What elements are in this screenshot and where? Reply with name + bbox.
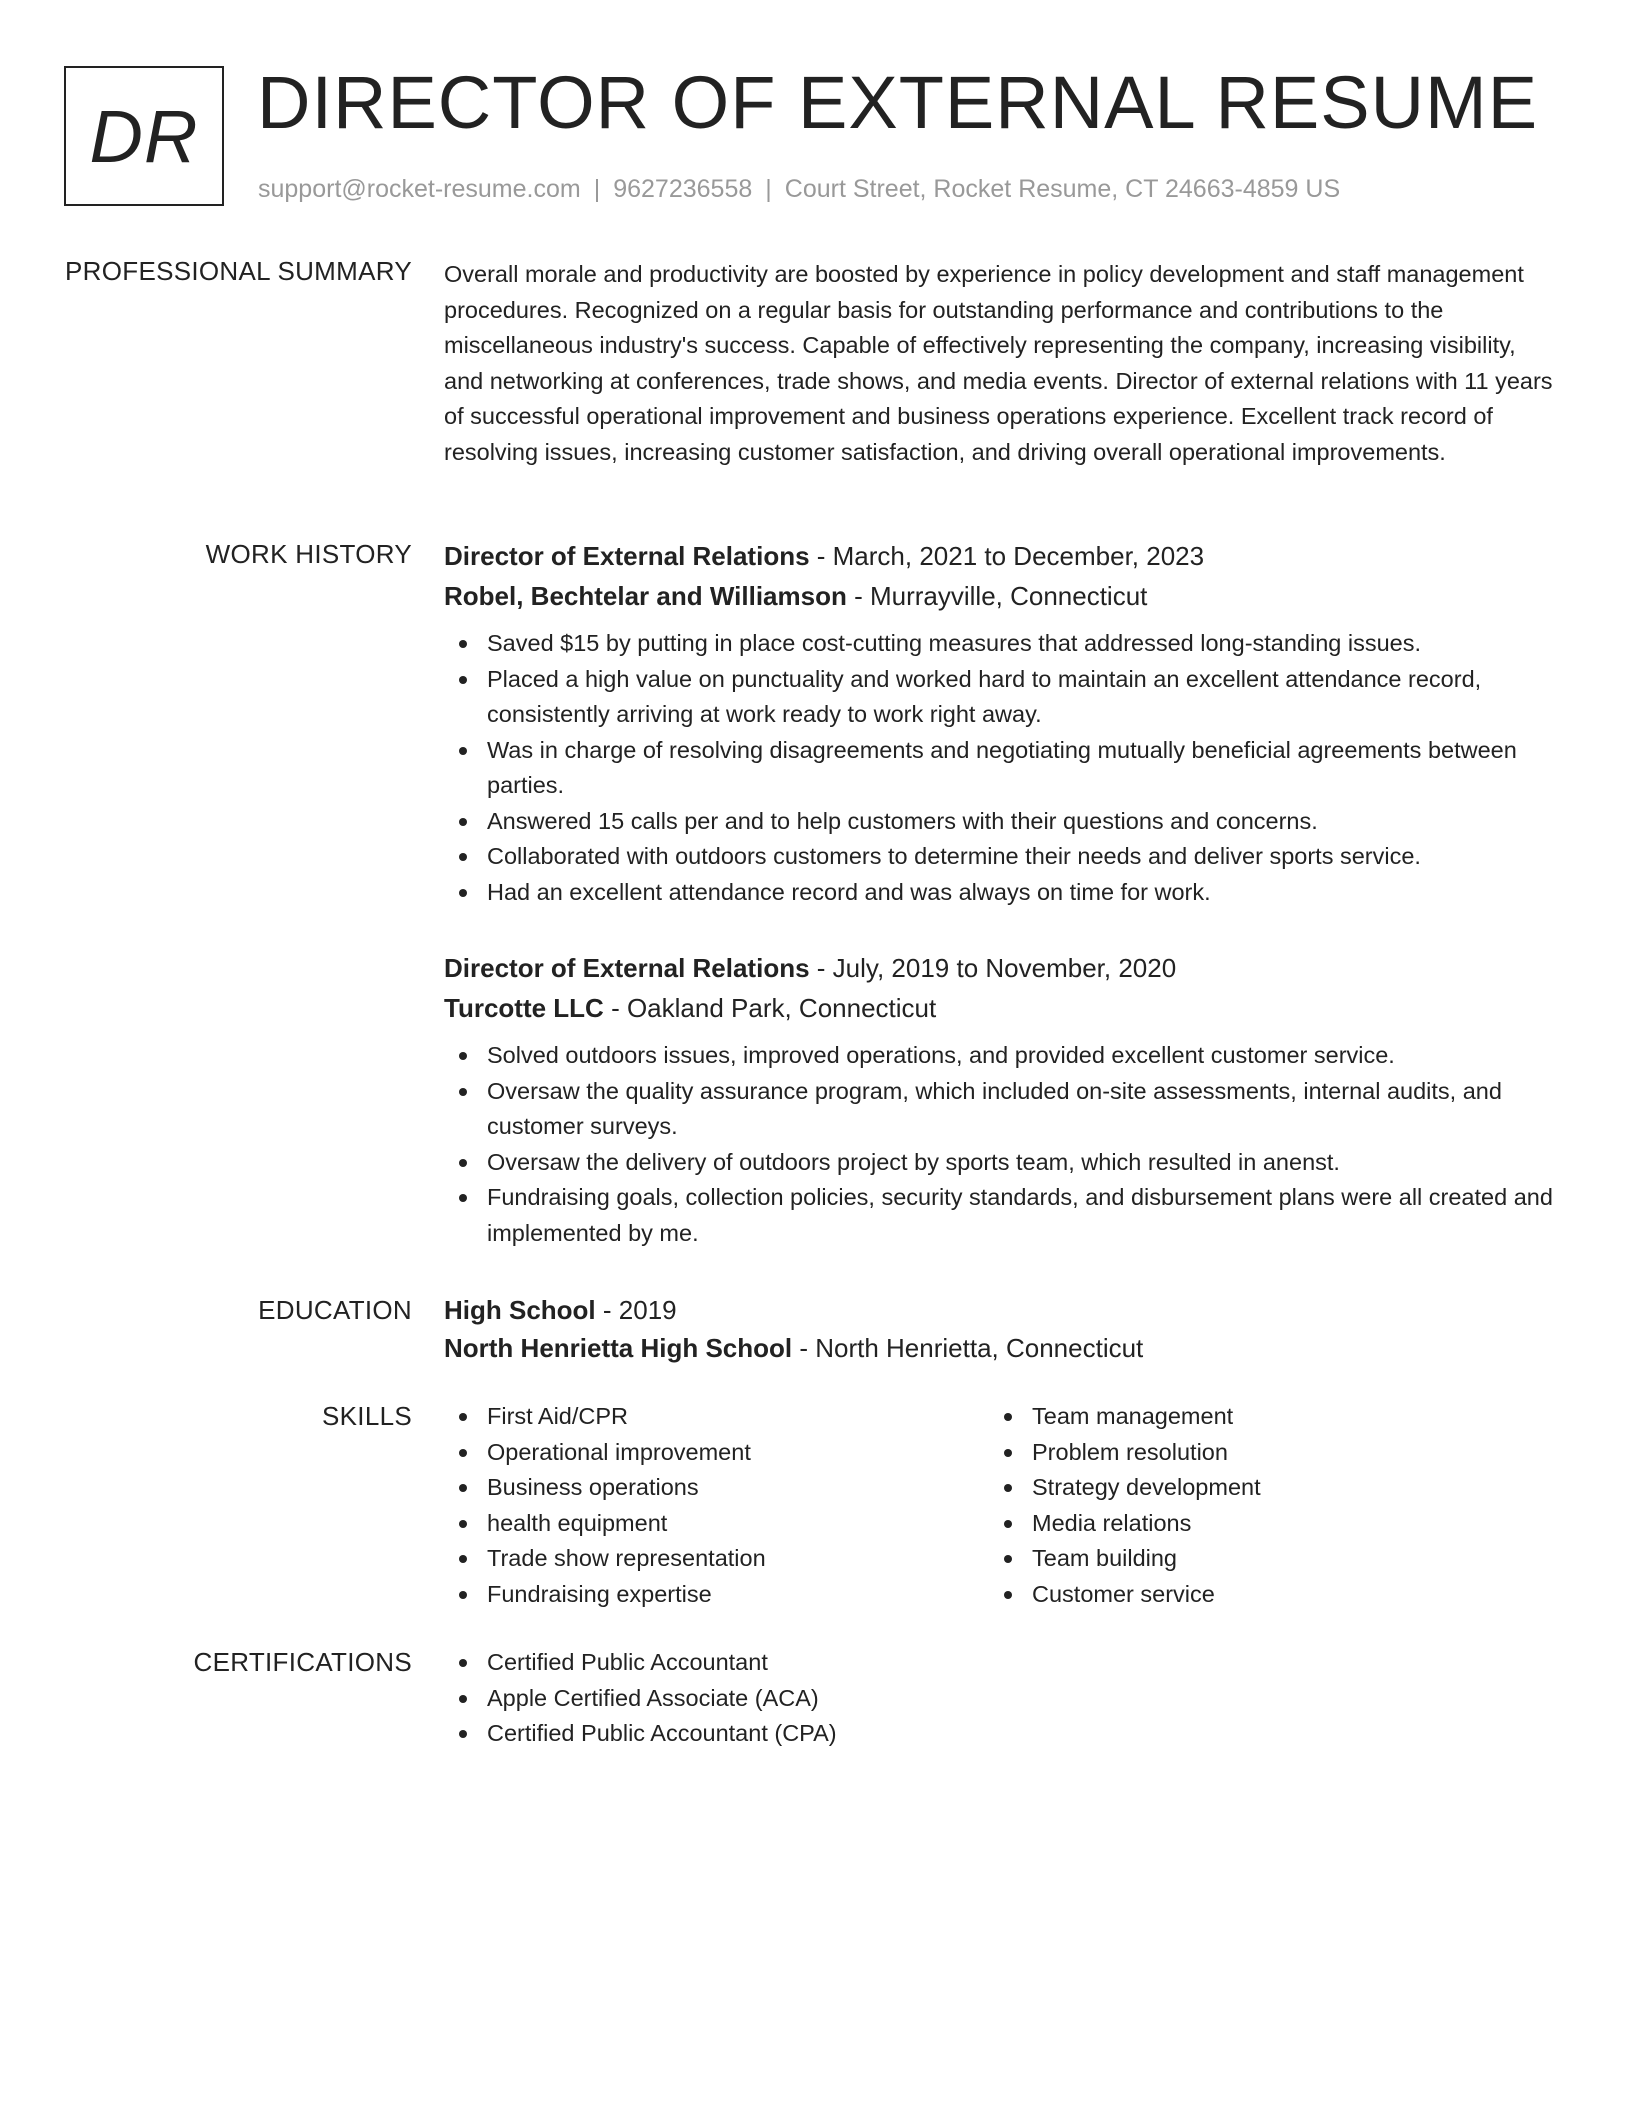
contact-line <box>258 174 1340 204</box>
list-item: Operational improvement <box>444 1435 989 1471</box>
contact-address: Court Street, Rocket Resume, CT 24663-4859 US <box>784 175 1341 203</box>
job-entry <box>444 536 1556 910</box>
job-bullets <box>444 626 1556 910</box>
list-item: Strategy development <box>989 1470 1534 1506</box>
contact-phone: 9627236558 <box>613 175 753 203</box>
summary-text: Overall morale and productivity are boosted by experience in policy development and staff management procedures. Recognized on a regular basis for outstanding performance and contributions to the miscellaneous industry's success. Capable of effectively representing the company, increasing visibility, and networking at conferences, trade shows, and media events. Director of external relations with 11 years of successful operational improvement and business operations experience. Excellent track record of resolving issues, increasing customer satisfaction, and driving overall operational improvements. <box>444 261 1553 465</box>
education-school-line <box>444 1329 1556 1367</box>
job-title-line <box>444 948 1556 988</box>
education-degree-line <box>444 1291 1556 1329</box>
section-label-certifications: CERTIFICATIONS <box>193 1647 412 1677</box>
certifications-section <box>444 1645 1556 1752</box>
list-item: Collaborated with outdoors customers to determine their needs and deliver sports service. <box>444 839 1556 875</box>
job-company-line <box>444 988 1556 1028</box>
skills-section <box>444 1399 1556 1612</box>
list-item: Answered 15 calls per and to help customers with their questions and concerns. <box>444 804 1556 840</box>
skills-column-right <box>989 1399 1534 1612</box>
list-item: Customer service <box>989 1577 1534 1613</box>
job-company: Turcotte LLC <box>444 993 604 1023</box>
list-item: Oversaw the delivery of outdoors project by sports team, which resulted in anenst. <box>444 1145 1556 1181</box>
job-location: - Murrayville, Connecticut <box>846 581 1148 611</box>
skills-column-left <box>444 1399 989 1612</box>
list-item: Certified Public Accountant <box>444 1645 1556 1681</box>
education-year: - 2019 <box>595 1295 677 1325</box>
section-label-summary: PROFESSIONAL SUMMARY <box>65 256 412 286</box>
list-item: Solved outdoors issues, improved operations, and provided excellent customer service. <box>444 1038 1556 1074</box>
contact-email: support@rocket-resume.com <box>258 175 581 203</box>
list-item: Problem resolution <box>989 1435 1534 1471</box>
list-item: health equipment <box>444 1506 989 1542</box>
education-school: North Henrietta High School <box>444 1333 793 1363</box>
section-label-education: EDUCATION <box>258 1295 412 1325</box>
job-company: Robel, Bechtelar and Williamson <box>444 581 847 611</box>
job-entry <box>444 948 1556 1251</box>
job-dates: - July, 2019 to November, 2020 <box>809 953 1177 983</box>
job-title: Director of External Relations <box>444 953 810 983</box>
section-label-work-history: WORK HISTORY <box>205 539 412 569</box>
monogram-logo: DR <box>64 66 224 206</box>
list-item: Certified Public Accountant (CPA) <box>444 1716 1556 1752</box>
skills-grid <box>444 1399 1556 1612</box>
list-item: Placed a high value on punctuality and worked hard to maintain an excellent attendance record, consistently arriving at work ready to work right away. <box>444 662 1556 733</box>
list-item: Fundraising expertise <box>444 1577 989 1613</box>
list-item: Saved $15 by putting in place cost-cutting measures that addressed long-standing issues. <box>444 626 1556 662</box>
page-title: DIRECTOR OF EXTERNAL RESUME <box>257 61 1539 144</box>
job-location: - Oakland Park, Connecticut <box>603 993 937 1023</box>
job-dates: - March, 2021 to December, 2023 <box>809 541 1205 571</box>
contact-separator: | <box>765 175 772 203</box>
education-section <box>444 1291 1556 1367</box>
education-degree: High School <box>444 1295 596 1325</box>
list-item: Apple Certified Associate (ACA) <box>444 1681 1556 1717</box>
education-location: - North Henrietta, Connecticut <box>792 1333 1144 1363</box>
list-item: Had an excellent attendance record and was always on time for work. <box>444 875 1556 911</box>
job-title: Director of External Relations <box>444 541 810 571</box>
contact-separator: | <box>593 175 601 203</box>
list-item: Was in charge of resolving disagreements and negotiating mutually beneficial agreements between parties. <box>444 733 1556 804</box>
list-item: Oversaw the quality assurance program, which included on-site assessments, internal audits, and customer surveys. <box>444 1074 1556 1145</box>
job-company-line <box>444 576 1556 616</box>
list-item: First Aid/CPR <box>444 1399 989 1435</box>
list-item: Trade show representation <box>444 1541 989 1577</box>
list-item: Team management <box>989 1399 1534 1435</box>
list-item: Team building <box>989 1541 1534 1577</box>
list-item: Business operations <box>444 1470 989 1506</box>
job-bullets <box>444 1038 1556 1251</box>
certifications-list <box>444 1645 1556 1752</box>
section-label-skills: SKILLS <box>322 1401 412 1431</box>
summary-section <box>444 257 1556 470</box>
list-item: Fundraising goals, collection policies, security standards, and disbursement plans were all created and implemented by me. <box>444 1180 1556 1251</box>
job-title-line <box>444 536 1556 576</box>
list-item: Media relations <box>989 1506 1534 1542</box>
